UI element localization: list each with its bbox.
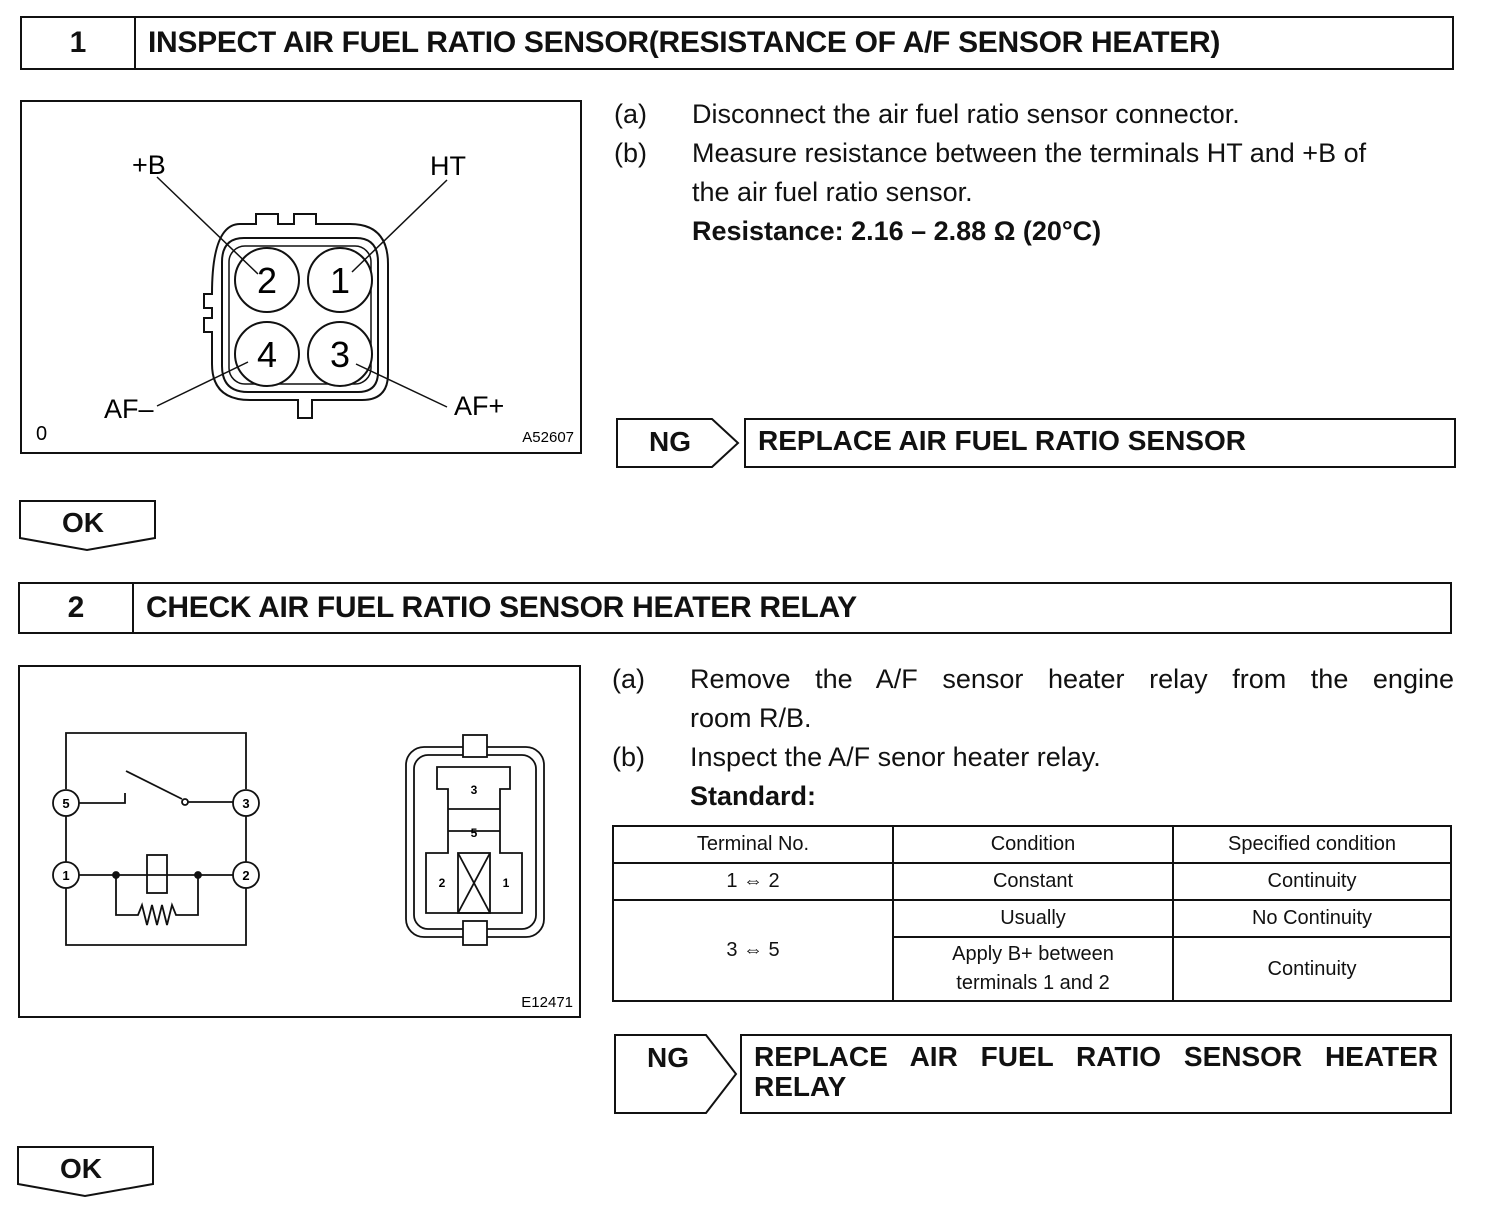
relay-diagram	[20, 667, 579, 1016]
figure-id: E12471	[521, 994, 573, 1011]
label-af-minus: AF–	[104, 394, 154, 424]
ok-label: OK	[62, 507, 104, 538]
circuit-terminal-5: 5	[62, 796, 70, 811]
instruction-b: (b) Inspect the A/F senor heater relay. Standard:	[612, 738, 1454, 816]
pin-3-label: 3	[329, 334, 351, 375]
step-2-instructions	[612, 660, 1454, 816]
pin-1-label: 1	[329, 260, 351, 301]
standard-table	[612, 825, 1452, 1002]
circuit-terminal-3: 3	[242, 796, 250, 811]
label-plus-b: +B	[132, 150, 166, 180]
standard-label: Standard:	[690, 781, 817, 811]
step-2-header	[18, 582, 1452, 634]
label-af-plus: AF+	[454, 391, 505, 421]
relay-terminal-5: 5	[470, 826, 478, 840]
instruction-b: (b) Measure resistance between the terminals HT and +B of the air fuel ratio sensor. Resistance: 2.16 – 2.88 Ω (20°C)	[614, 134, 1456, 251]
step-title: INSPECT AIR FUEL RATIO SENSOR(RESISTANCE OF A/F SENSOR HEATER)	[148, 26, 1221, 59]
corner-mark: 0	[36, 423, 48, 445]
instruction-a: (a) Disconnect the air fuel ratio sensor connector.	[614, 99, 1240, 129]
ng-action: REPLACE AIR FUEL RATIO SENSOR	[744, 418, 1456, 468]
step-1-ng-branch	[616, 418, 1456, 468]
label-ht: HT	[430, 151, 466, 181]
relay-figure	[18, 665, 581, 1018]
step-2-ok-arrow	[17, 1146, 155, 1198]
ok-label: OK	[60, 1153, 102, 1184]
step-number: 1	[22, 18, 136, 68]
header-condition: Condition	[893, 826, 1173, 863]
step-number: 2	[20, 584, 134, 632]
relay-terminal-1: 1	[502, 876, 510, 890]
step-1-ok-arrow	[19, 500, 157, 552]
relay-terminal-2: 2	[438, 876, 446, 890]
instruction-a: (a) Remove the A/F sensor heater relay from the engine room R/B.	[612, 664, 1454, 733]
connector-diagram	[22, 102, 580, 452]
circuit-terminal-1: 1	[62, 868, 70, 883]
connector-figure	[20, 100, 582, 454]
step-1-header	[20, 16, 1454, 70]
resistance-spec: Resistance: 2.16 – 2.88 Ω (20°C)	[692, 216, 1102, 246]
pin-4-label: 4	[256, 334, 278, 375]
pin-2-label: 2	[256, 260, 278, 301]
header-specified: Specified condition	[1173, 826, 1451, 863]
step-title: CHECK AIR FUEL RATIO SENSOR HEATER RELAY	[146, 591, 857, 624]
table-row: Apply B+ between terminals 1 and 2 Continuity	[613, 937, 1451, 1001]
figure-id: A52607	[522, 429, 574, 446]
ng-action: REPLACE AIR FUEL RATIO SENSOR HEATER RELAY	[740, 1034, 1452, 1114]
ng-label: NG	[649, 426, 691, 457]
header-terminal: Terminal No.	[613, 826, 893, 863]
table-row: 1 ⇔ 2 Constant Continuity	[613, 863, 1451, 900]
relay-terminal-3: 3	[470, 783, 478, 797]
table-row: 3 ⇔ 5 Usually No Continuity	[613, 900, 1451, 937]
step-1-instructions	[614, 95, 1456, 251]
ng-label: NG	[647, 1042, 689, 1073]
circuit-terminal-2: 2	[242, 868, 250, 883]
step-2-ng-branch	[614, 1034, 1454, 1114]
